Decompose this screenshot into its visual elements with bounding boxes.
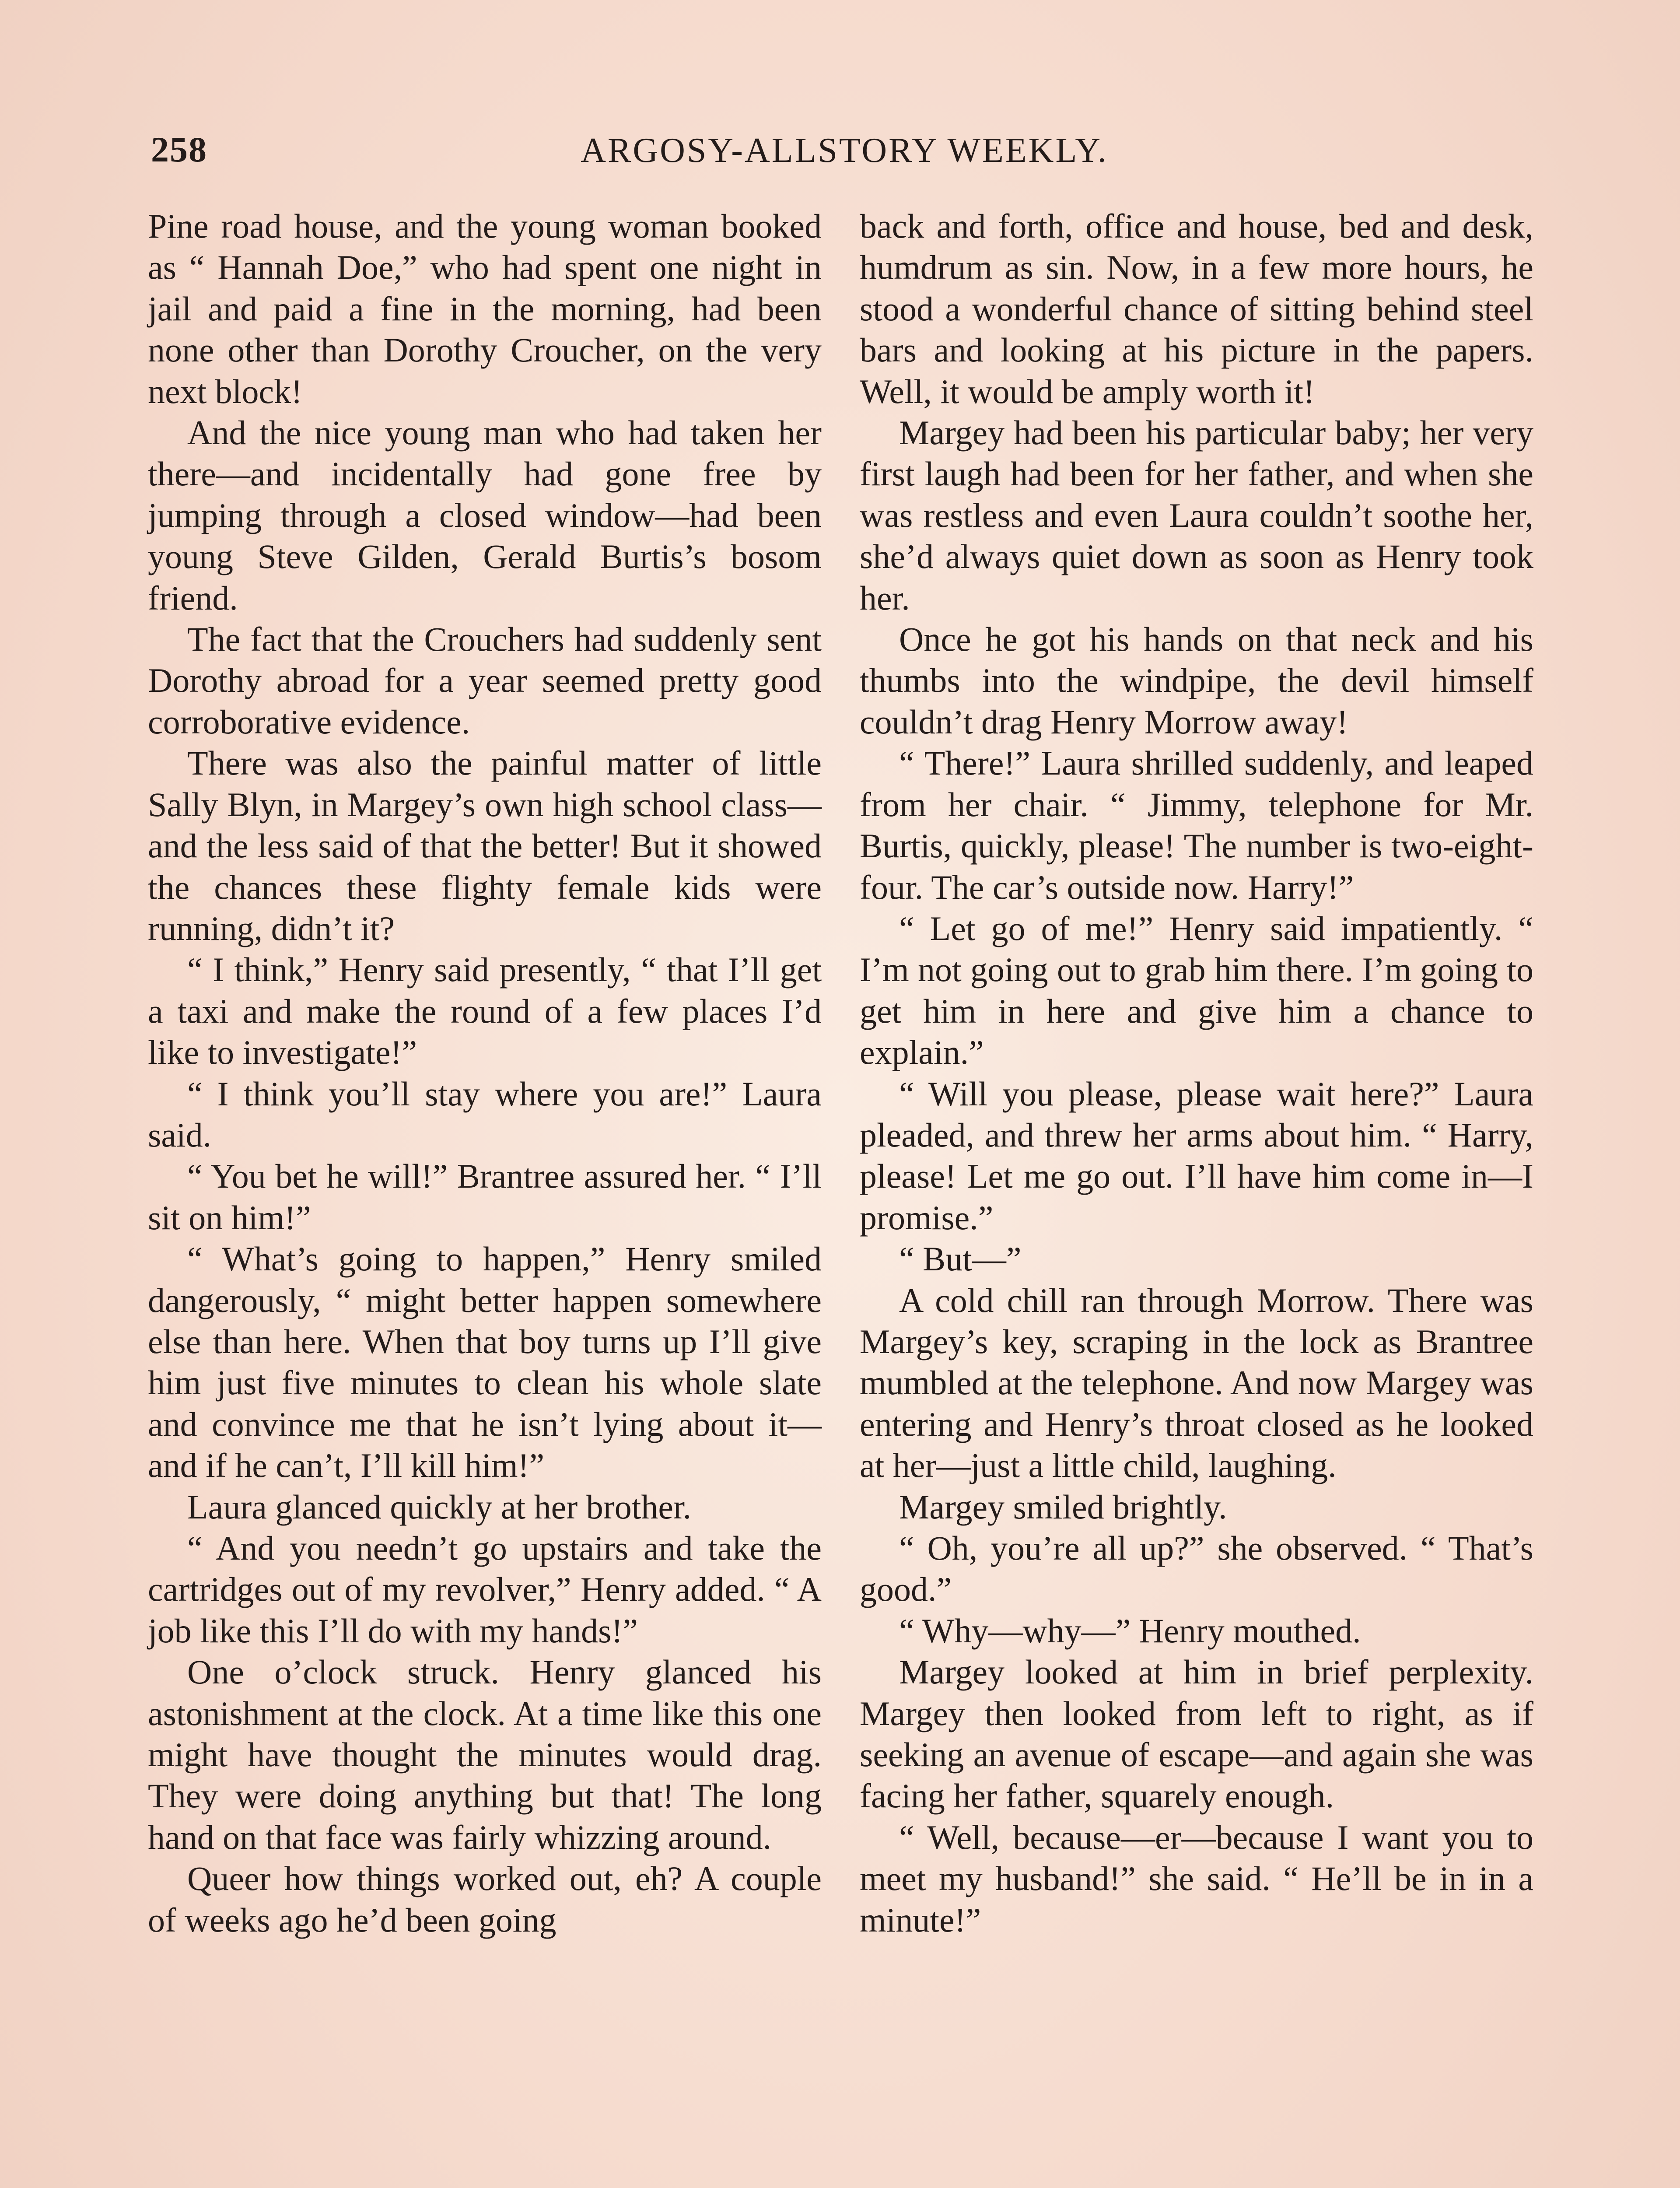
paragraph: “ Will you please, please wait here?” Laura pleaded, and threw her arms about him. “ Harry, please! Let me go out. I’ll have him come in—I promise.” (860, 1074, 1533, 1237)
paragraph: “ Oh, you’re all up?” she observed. “ That’s good.” (860, 1529, 1533, 1609)
paragraph: Once he got his hands on that neck and his thumbs into the windpipe, the devil himself couldn’t drag Henry Morrow away! (860, 620, 1533, 741)
paragraph: “ And you needn’t go upstairs and take the cartridges out of my revolver,” Henry added. “ A job like this I’ll do with my hands!” (148, 1529, 822, 1650)
paragraph: “ What’s going to happen,” Henry smiled dangerously, “ might better happen somewhere else than here. When that boy turns up I’ll give him just five minutes to clean his whole slate and convince me that he isn’t lying about it—and if he can’t, I’ll kill him!” (148, 1240, 822, 1485)
paragraph: “ There!” Laura shrilled suddenly, and leaped from her chair. “ Jimmy, telephone for Mr. Burtis, quickly, please! The number is two-eight-four. The car’s outside now. Harry!” (860, 744, 1533, 906)
paragraph: Margey looked at him in brief perplexity. Margey then looked from left to right, as if seeking an avenue of escape—and again she was facing her father, squarely enough. (860, 1653, 1533, 1815)
page-header (151, 129, 1538, 182)
paragraph: One o’clock struck. Henry glanced his astonishment at the clock. At a time like this one might have thought the minutes would drag. They were doing anything but that! The long hand on that face was fairly whizzing around. (148, 1653, 822, 1856)
paragraph: “ I think,” Henry said presently, “ that I’ll get a taxi and make the round of a few places I’d like to investigate!” (148, 950, 822, 1072)
running-title: ARGOSY-ALLSTORY WEEKLY. (581, 131, 1108, 170)
left-column (148, 206, 822, 1941)
paragraph: And the nice young man who had taken her there—and incidentally had gone free by jumping through a closed window—had been young Steve Gilden, Gerald Burtis’s bosom friend. (148, 414, 822, 617)
paragraph: back and forth, office and house, bed and desk, humdrum as sin. Now, in a few more hours, he stood a wonderful chance of sitting behind steel bars and looking at his picture in the papers. Well, it would be amply worth it! (860, 207, 1533, 410)
paragraph: “ Well, because—er—because I want you to meet my husband!” she said. “ He’ll be in in a minute!” (860, 1818, 1533, 1939)
right-column (860, 206, 1533, 1941)
paragraph: Pine road house, and the young woman booked as “ Hannah Doe,” who had spent one night in jail and paid a fine in the morning, had been none other than Dorothy Croucher, on the very next block! (148, 207, 822, 410)
paragraph: “ I think you’ll stay where you are!” Laura said. (148, 1074, 822, 1154)
paragraph: “ But—” (899, 1240, 1022, 1278)
paragraph: Queer how things worked out, eh? A couple of weeks ago he’d been going (148, 1859, 822, 1939)
paragraph: “ Let go of me!” Henry said impatiently. “ I’m not going out to grab him there. I’m going to get him in here and give him a chance to explain.” (860, 909, 1533, 1072)
paragraph: Laura glanced quickly at her brother. (187, 1487, 692, 1526)
paragraph: A cold chill ran through Morrow. There was Margey’s key, scraping in the lock as Brantree mumbled at the telephone. And now Margey was entering and Henry’s throat closed as he looked at her—just a little child, laughing. (860, 1281, 1533, 1485)
paragraph: Margey had been his particular baby; her very first laugh had been for her father, and when she was restless and even Laura couldn’t soothe her, she’d always quiet down as soon as Henry took her. (860, 414, 1533, 617)
paragraph: “ You bet he will!” Brantree assured her. “ I’ll sit on him!” (148, 1157, 822, 1237)
paragraph: Margey smiled brightly. (899, 1487, 1227, 1526)
page-number: 258 (151, 130, 207, 169)
paragraph: There was also the painful matter of little Sally Blyn, in Margey’s own high school class—and the less said of that the better! But it showed the chances these flighty female kids were running, didn’t it? (148, 744, 822, 947)
paragraph: The fact that the Crouchers had suddenly sent Dorothy abroad for a year seemed pretty good corroborative evidence. (148, 620, 822, 741)
paragraph: “ Why—why—” Henry mouthed. (899, 1611, 1361, 1650)
